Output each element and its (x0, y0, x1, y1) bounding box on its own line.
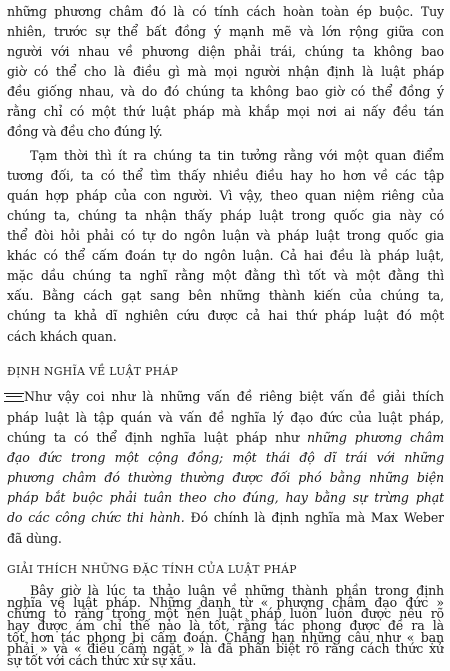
text-line: đã dùng. (7, 531, 62, 546)
text-line: Như vậy coi như là những vấn đề riêng biệt vấn đề giải thích (24, 389, 444, 404)
text-line: quán hợp pháp của con người. Vì vậy, theo quan niệm riêng của (7, 188, 444, 203)
text-line: tốt hơn tác phong bị cấm đoán. Chẳng hạn những câu như « bạn (7, 629, 444, 645)
text-line: nhiên, trước sự thể bất đồng ý mạnh mẽ và lớn rộng giữa con (7, 24, 444, 39)
text-line: đều giống nhau, và do đó chúng ta không bao giờ có thể đồng ý (7, 84, 444, 99)
text-line: giờ có thể cho là điều gì mà mọi người nhận định là luật pháp (7, 64, 444, 79)
section-heading: GIẢI THÍCH NHỮNG ĐẶC TÍNH CỦA LUẬT PHÁP (7, 563, 297, 576)
text-line: cách khách quan. (7, 329, 117, 344)
text-line (7, 448, 444, 468)
text-line (7, 508, 444, 528)
italic-run: những phương châm (307, 430, 444, 445)
text-line: đồng và đều cho đúng lý. (7, 124, 163, 139)
text-line: người với nhau về phương diện phải trái, chúng ta không bao (7, 44, 444, 59)
text-line: pháp luật là tập quán và vấn đề nghĩa lý đạo đức của luật pháp, (7, 410, 444, 425)
text-line: khác có thể cấm đoán tự do ngôn luận. Cả hai đều là pháp luật, (7, 248, 444, 263)
text-line: tương đối, ta có thể tìm thấy nhiều điều hay ho hơn về các tập (7, 168, 444, 183)
text-line: Bây giờ là lúc ta thảo luận về những thành phần trong định (30, 583, 444, 598)
text-line (7, 468, 444, 488)
text-line (7, 488, 444, 508)
text-line (7, 428, 444, 448)
text-line: nghĩa về luật pháp. Những danh từ « phương châm đạo đức » (7, 594, 444, 610)
text-line: thể đòi hỏi phải có tự do ngôn luận và pháp luật trong quốc gia (7, 228, 444, 243)
text-line: xấu. Bằng cách gạt sang bên những thành kiến của chúng ta, (7, 288, 444, 303)
text-line: hay được ám chỉ thế nào là tốt, rằng tác phong được đề ra là (7, 618, 444, 633)
text-line: mặc dầu chúng ta nghĩ rằng một đằng thì tốt và một đằng thì (7, 268, 444, 283)
text-line: rằng chỉ có một thứ luật pháp mà khắp mọi nơi ai nấy đều tán (7, 104, 444, 119)
italic-run: phương châm đó thường thường được đối phó bằng những biện (7, 470, 444, 485)
paragraph-mark-icon (4, 393, 24, 402)
text-line: phải » và « điều cấm ngặt » là đã phân biệt rõ ràng cách thức xử (7, 641, 444, 657)
text-line: Tạm thời thì ít ra chúng ta tin tưởng rằng với một quan điểm (30, 148, 444, 163)
text-run: chúng ta có thể định nghĩa luật pháp như (7, 430, 308, 445)
italic-run: do các công chức thi hành. (7, 510, 185, 525)
text-line: sự tốt với cách thức xử sự xấu. (7, 653, 197, 668)
italic-run: pháp bắt buộc phải tuân theo cho đúng, hay bằng sự trừng phạt (7, 490, 444, 505)
italic-run: đạo đức trong một cộng đồng; một thái độ dĩ trái với những (7, 450, 444, 465)
text-line: chúng ta, chúng ta nhận thấy pháp luật trong quốc gia này có (7, 208, 444, 223)
text-run: Đó chính là định nghĩa mà Max Weber (184, 510, 444, 525)
text-line: chúng ta khả dĩ nghiên cứu được cả hai thứ pháp luật đó một (7, 308, 444, 323)
text-line: những phương châm đó là có tính cách hoàn toàn ép buộc. Tuy (7, 4, 444, 19)
text-line: chứng tỏ rằng trong một nền luật pháp luôn luôn được nêu rõ (7, 606, 444, 622)
section-heading: ĐỊNH NGHĨA VỀ LUẬT PHÁP (7, 365, 179, 378)
